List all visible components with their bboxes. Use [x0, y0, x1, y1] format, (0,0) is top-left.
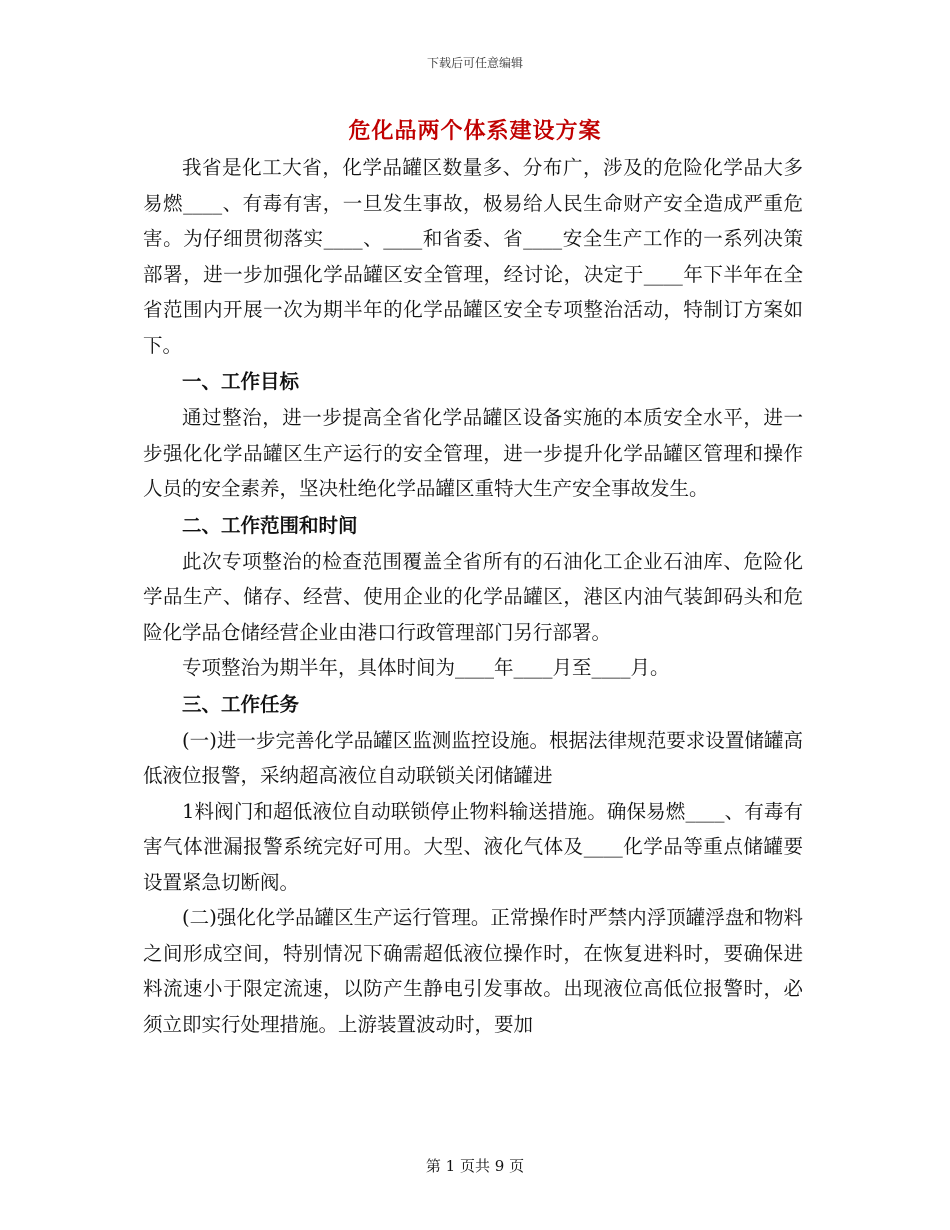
document-body: [143, 150, 803, 1042]
section-heading-tasks: 三、工作任务: [182, 692, 300, 716]
task1-continued-paragraph: 1料阀门和超低液位自动联锁停止物料输送措施。确保易燃____、有毒有害气体泄漏报警系统完好可用。大型、液化气体及____化学品等重点储罐要设置紧急切断阀。: [143, 799, 803, 894]
scope-paragraph: 此次专项整治的检查范围覆盖全省所有的石油化工企业石油库、危险化学品生产、储存、经营、使用企业的化学品罐区，港区内油气装卸码头和危险化学品仓储经营企业由港口行政管理部门另行部署。: [143, 549, 803, 644]
page-footer: 第 1 页共 9 页: [425, 1157, 525, 1175]
section-heading-goal: 一、工作目标: [182, 370, 300, 393]
section-heading-scope: 二、工作范围和时间: [182, 513, 358, 537]
intro-paragraph: 我省是化工大省，化学品罐区数量多、分布广，涉及的危险化学品大多易燃____、有毒有害，一旦发生事故，极易给人民生命财产安全造成严重危害。为仔细贯彻落实____、____和省委、省____安全生产工作的一系列决策部署，进一步加强化学品罐区安全管理，经讨论，决定于____年下半年在全省范围内开展一次为期半年的化学品罐区安全专项整治活动，特制订方案如下。: [143, 156, 803, 357]
time-paragraph: 专项整治为期半年，具体时间为____年____月至____月。: [182, 656, 670, 679]
task2-paragraph: (二)强化化学品罐区生产运行管理。正常操作时严禁内浮顶罐浮盘和物料之间形成空间，特别情况下确需超低液位操作时，在恢复进料时，要确保进料流速小于限定流速，以防产生静电引发事故。出现液位高低位报警时，必须立即实行处理措施。上游装置波动时，要加: [143, 906, 803, 1036]
document-title: 危化品两个体系建设方案: [348, 118, 602, 144]
task1-paragraph: (一)进一步完善化学品罐区监测监控设施。根据法律规范要求设置储罐高低液位报警，采纳超高液位自动联锁关闭储罐进: [143, 728, 803, 787]
goal-paragraph: 通过整治，进一步提高全省化学品罐区设备实施的本质安全水平，进一步强化化学品罐区生产运行的安全管理，进一步提升化学品罐区管理和操作人员的安全素养，坚决杜绝化学品罐区重特大生产安全事故发生。: [143, 406, 803, 500]
page-header: 下载后可任意编辑: [426, 56, 523, 70]
